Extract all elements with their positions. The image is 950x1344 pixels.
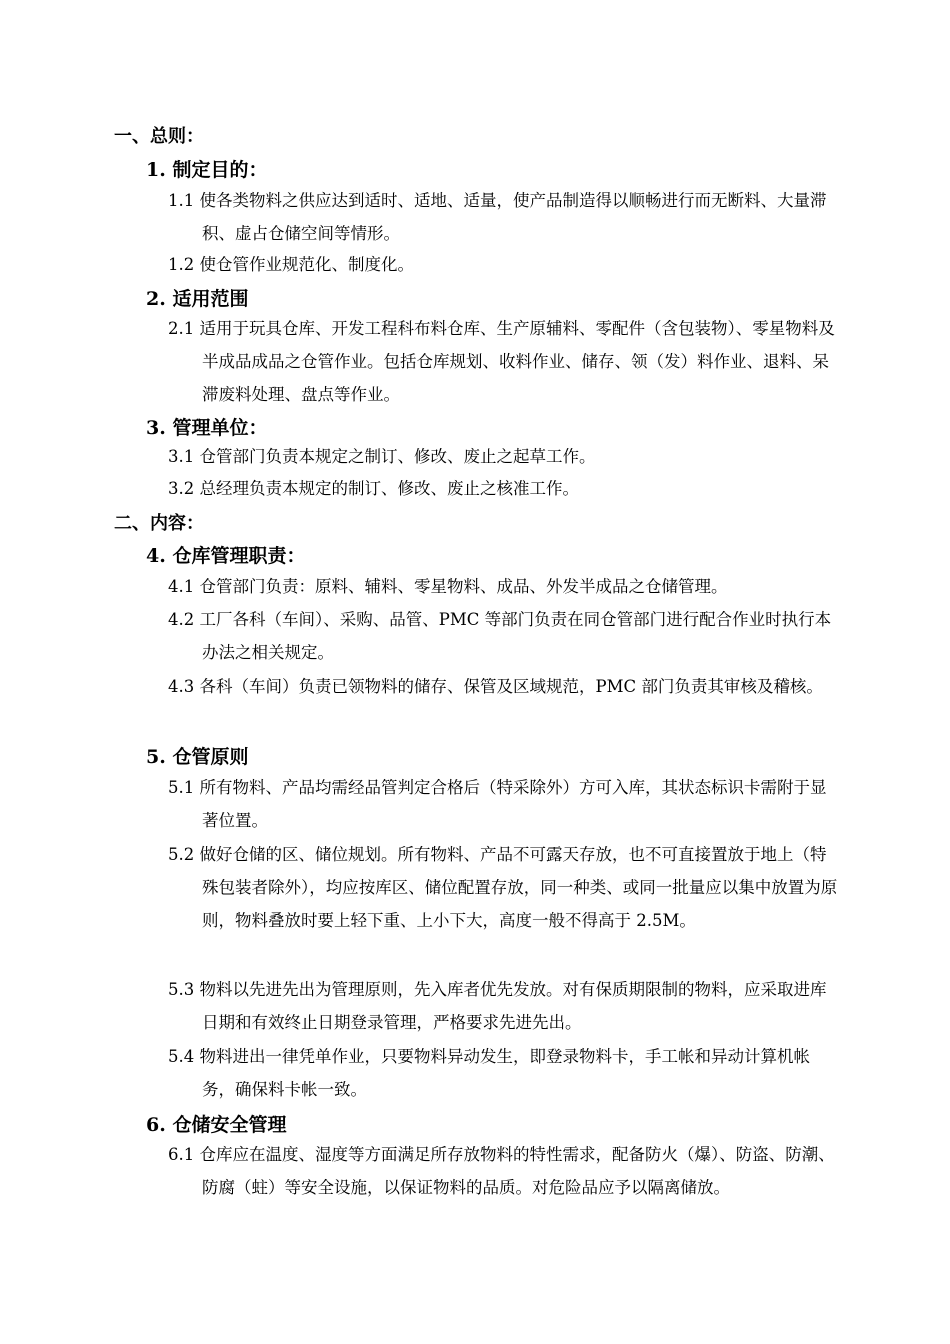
item-text: 各科（车间）负责已领物料的储存、保管及区域规范，PMC 部门负责其审核及稽核。 [199, 677, 823, 696]
item-text: 仓管部门负责：原料、辅料、零星物料、成品、外发半成品之仓储管理。 [199, 577, 728, 596]
item-number: 4.3 [168, 677, 195, 696]
item-number: 1.1 [168, 191, 195, 210]
heading-storage-safety: 6. 仓储安全管理 [146, 1114, 287, 1136]
heading-warehouse-duties: 4. 仓库管理职责： [146, 545, 306, 567]
item-text: 仓库应在温度、湿度等方面满足所存放物料的特性需求，配备防火（爆）、防盗、防潮、防腐（蛀）等安全设施，以保证物料的品质。对危险品应予以隔离储放。 [199, 1145, 835, 1197]
item-number: 1.2 [168, 255, 195, 274]
item-5-2 [168, 838, 842, 937]
item-text: 所有物料、产品均需经品管判定合格后（特采除外）方可入库，其状态标识卡需附于显著位置。 [199, 778, 827, 830]
item-1-1 [168, 184, 842, 250]
item-number: 5.4 [168, 1047, 195, 1066]
heading-purpose: 1. 制定目的： [146, 159, 268, 181]
item-text: 仓管部门负责本规定之制订、修改、废止之起草工作。 [199, 447, 596, 466]
item-number: 5.1 [168, 778, 195, 797]
item-text: 使各类物料之供应达到适时、适地、适量，使产品制造得以顺畅进行而无断料、大量滞积、虚占仓储空间等情形。 [199, 191, 827, 243]
item-4-1 [168, 570, 842, 603]
item-6-1 [168, 1138, 842, 1204]
item-number: 6.1 [168, 1145, 195, 1164]
item-text: 物料进出一律凭单作业，只要物料异动发生，即登录物料卡，手工帐和异动计算机帐务，确保料卡帐一致。 [199, 1047, 810, 1099]
item-number: 4.2 [168, 610, 195, 629]
item-3-2 [168, 472, 842, 505]
item-4-3 [168, 670, 842, 703]
item-text: 工厂各科（车间）、采购、品管、PMC 等部门负责在同仓管部门进行配合作业时执行本办法之相关规定。 [199, 610, 832, 662]
item-3-1 [168, 440, 842, 473]
section-heading-content: 二、内容： [114, 513, 204, 534]
item-text: 使仓管作业规范化、制度化。 [199, 255, 414, 274]
item-5-4 [168, 1040, 842, 1106]
item-text: 物料以先进先出为管理原则，先入库者优先发放。对有保质期限制的物料，应采取进库日期和有效终止日期登录管理，严格要求先进先出。 [199, 980, 827, 1032]
item-number: 4.1 [168, 577, 195, 596]
item-text: 总经理负责本规定的制订、修改、废止之核准工作。 [199, 479, 579, 498]
item-number: 2.1 [168, 319, 195, 338]
item-text: 适用于玩具仓库、开发工程科布料仓库、生产原辅料、零配件（含包装物）、零星物料及半成品成品之仓管作业。包括仓库规划、收料作业、储存、领（发）料作业、退料、呆滞废料处理、盘点等作业。 [199, 319, 835, 404]
item-2-1 [168, 312, 842, 411]
section-heading-general: 一、总则： [114, 126, 204, 147]
item-5-1 [168, 771, 842, 837]
item-number: 5.3 [168, 980, 195, 999]
item-number: 3.1 [168, 447, 195, 466]
item-1-2 [168, 248, 842, 281]
item-4-2 [168, 603, 842, 669]
heading-management-unit: 3. 管理单位： [146, 417, 268, 439]
item-number: 3.2 [168, 479, 195, 498]
item-5-3 [168, 973, 842, 1039]
item-number: 5.2 [168, 845, 195, 864]
item-text: 做好仓储的区、储位规划。所有物料、产品不可露天存放，也不可直接置放于地上（特殊包装者除外），均应按库区、储位配置存放，同一种类、或同一批量应以集中放置为原则，物料叠放时要上轻下重、上小下大，高度一般不得高于 2.5M。 [199, 845, 838, 930]
heading-principles: 5. 仓管原则 [146, 746, 249, 768]
heading-scope: 2. 适用范围 [146, 288, 249, 310]
